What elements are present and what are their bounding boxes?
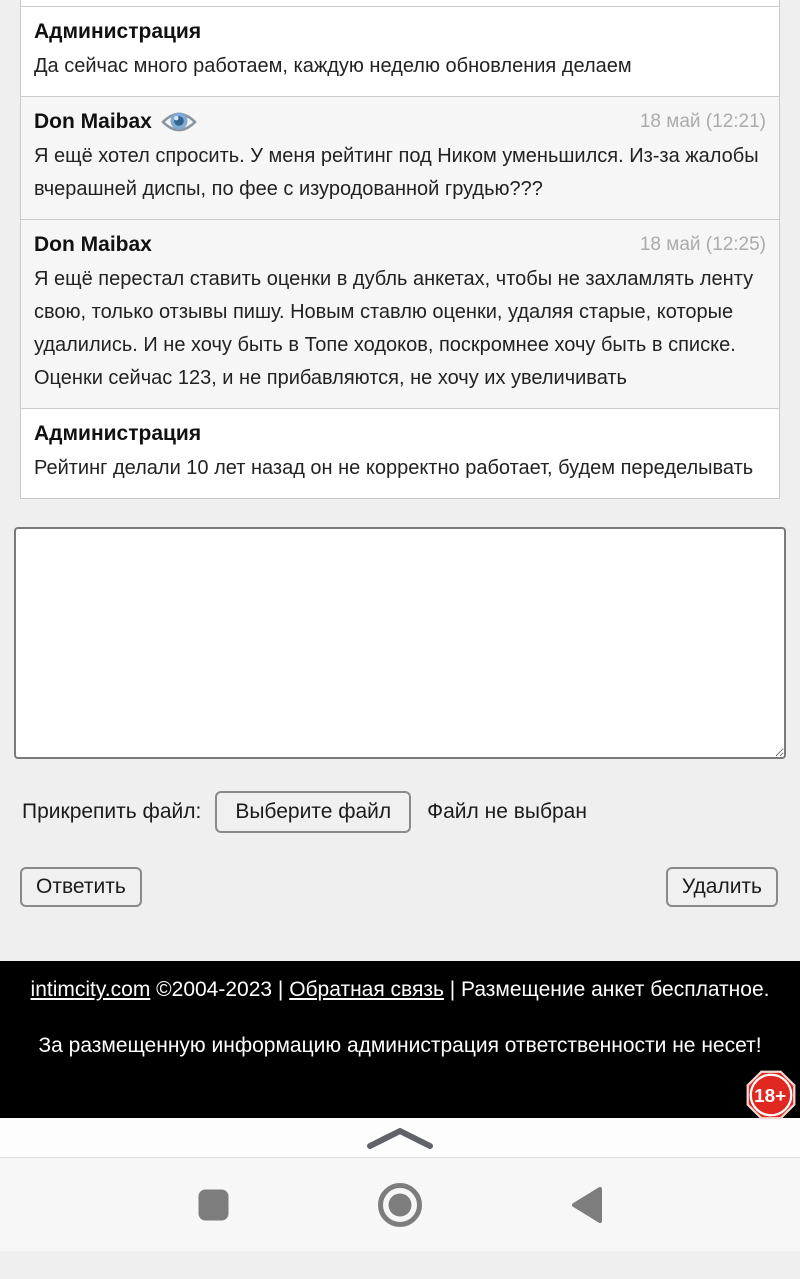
- triangle-left-icon: [571, 1186, 603, 1224]
- message-author: Don Maibax: [34, 233, 152, 256]
- back-button[interactable]: [571, 1186, 603, 1224]
- square-icon: [198, 1189, 229, 1221]
- gesture-strip: [0, 1118, 800, 1158]
- circle-icon: [377, 1182, 423, 1228]
- reply-textarea[interactable]: [14, 527, 786, 759]
- message-text: Да сейчас много работаем, каждую неделю обновления делаем: [34, 55, 632, 77]
- home-button[interactable]: [377, 1182, 423, 1228]
- choose-file-button[interactable]: Выберите файл: [215, 791, 411, 833]
- eye-icon: [160, 109, 198, 135]
- reply-button[interactable]: Ответить: [20, 867, 142, 907]
- feedback-link[interactable]: Обратная связь: [289, 978, 444, 1001]
- message-text: Рейтинг делали 10 лет назад он не корректно работает, будем переделывать: [34, 457, 754, 479]
- chevron-up-icon[interactable]: [362, 1125, 438, 1151]
- no-file-selected-label: Файл не выбран: [427, 800, 587, 823]
- attach-file-row: [22, 791, 778, 833]
- message-author: Администрация: [34, 422, 202, 445]
- android-nav-bar: [0, 1158, 800, 1251]
- delete-button[interactable]: Удалить: [666, 867, 778, 907]
- footer-disclaimer: За размещенную информацию администрация ответственности не несет!: [38, 1034, 762, 1057]
- recents-button[interactable]: [198, 1189, 229, 1221]
- message-text: Я ещё перестал ставить оценки в дубль анкетах, чтобы не захламлять ленту свою, только отзывы пишу. Новым ставлю оценки, удаляя старые, которые удалились. И не хочу быть в Топе ходоков, поскромнее хочу быть в списке. Оценки сейчас 123, и не прибавляются, не хочу их увеличивать: [34, 268, 754, 389]
- message-admin-1: [21, 6, 779, 96]
- attach-file-label: Прикрепить файл:: [22, 800, 202, 823]
- message-thread: [20, 0, 780, 499]
- site-link[interactable]: intimcity.com: [30, 978, 151, 1001]
- footer-info-line: [0, 961, 800, 1005]
- message-author: Администрация: [34, 20, 202, 43]
- age-18-badge-icon: [744, 1068, 798, 1122]
- footer-copyright: ©2004-2023 |: [150, 978, 290, 1001]
- message-user-2: [21, 219, 779, 408]
- message-text: Я ещё хотел спросить. У меня рейтинг под Ником уменьшился. Из-за жалобы вчерашней диспы, по фее с изуродованной грудью???: [34, 145, 759, 200]
- message-user-1: [21, 96, 779, 219]
- form-buttons-row: [20, 867, 778, 907]
- message-admin-2: [21, 408, 779, 498]
- message-author: Don Maibax: [34, 110, 152, 133]
- message-timestamp: 18 май (12:25): [639, 234, 766, 255]
- message-timestamp: 18 май (12:21): [639, 111, 766, 132]
- footer-free-text: | Размещение анкет бесплатное.: [443, 978, 770, 1001]
- svg-text:18+: 18+: [754, 1086, 787, 1108]
- site-footer: [0, 961, 800, 1118]
